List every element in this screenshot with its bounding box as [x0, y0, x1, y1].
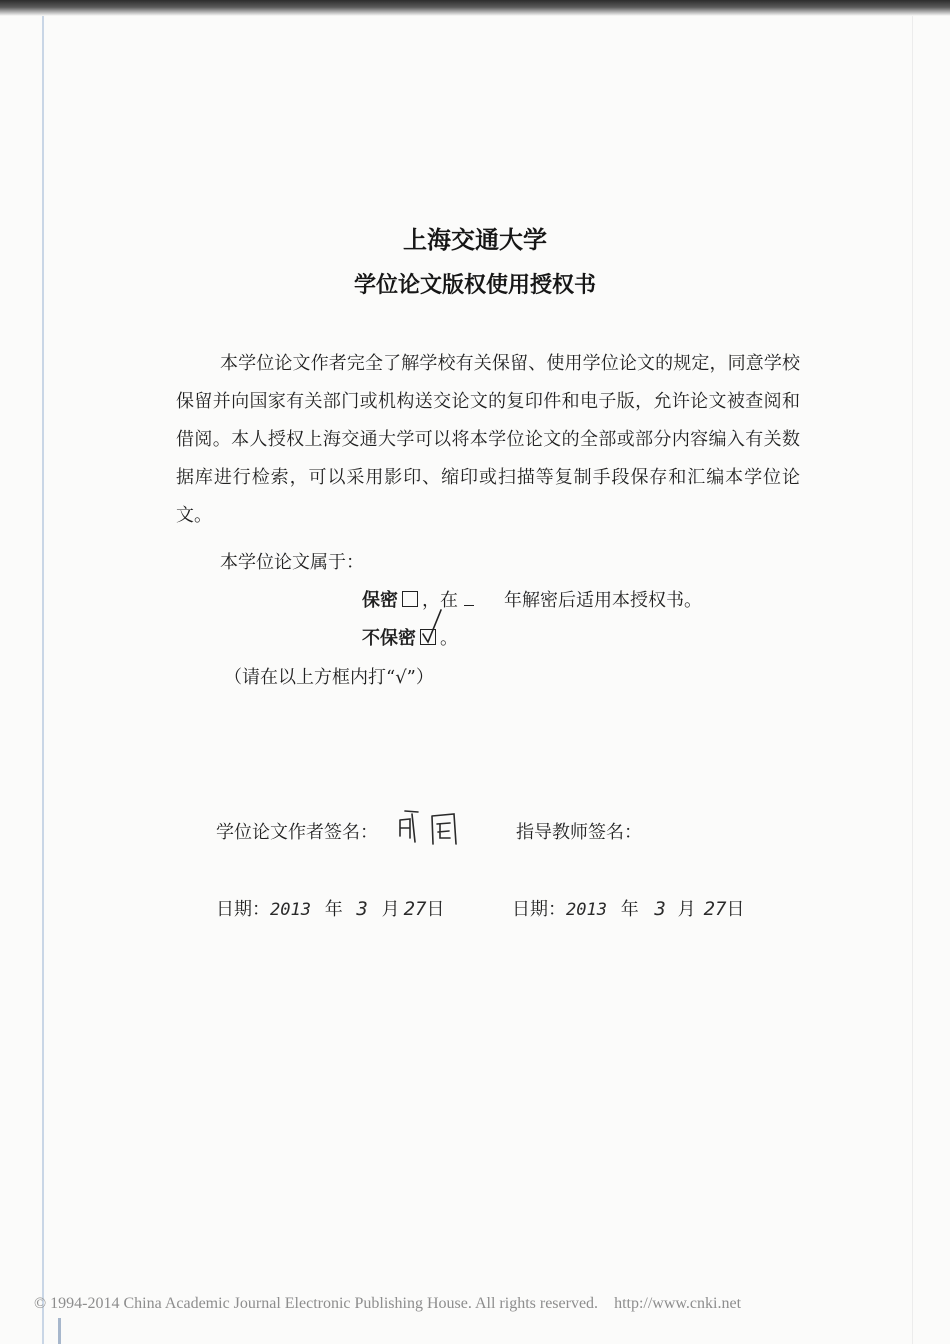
footer	[34, 1295, 934, 1313]
option-secret-label: 保密	[362, 590, 398, 611]
advisor-date	[512, 895, 745, 921]
option-secret-suffix: 年解密后适用本授权书。	[504, 590, 702, 611]
option-secret-mid: ，在	[422, 590, 458, 611]
not-secret-checkbox[interactable]	[420, 629, 436, 645]
document-title: 学位论文版权使用授权书	[353, 273, 596, 298]
scan-right-edge	[912, 16, 913, 1344]
advisor-date-day-unit: 日	[726, 899, 745, 920]
option-not-secret	[362, 624, 458, 650]
author-date	[216, 895, 445, 921]
footer-url[interactable]: http://www.cnki.net	[614, 1295, 742, 1312]
secret-checkbox[interactable]	[402, 591, 418, 607]
option-not-secret-label: 不保密	[362, 628, 416, 649]
advisor-date-month-unit: 月	[677, 899, 696, 920]
belongs-label: 本学位论文属于：	[220, 552, 364, 573]
scan-left-edge	[42, 16, 44, 1344]
advisor-date-year: 2013	[566, 900, 607, 920]
author-signature-label: 学位论文作者签名：	[216, 822, 378, 843]
author-date-year-unit: 年	[324, 899, 343, 920]
option-not-secret-suffix: 。	[440, 628, 458, 649]
footer-copyright: © 1994-2014 China Academic Journal Electronic Publishing House. All rights reserved.	[34, 1295, 599, 1312]
advisor-date-month: 3	[654, 898, 666, 920]
author-date-year: 2013	[270, 900, 311, 920]
author-handwritten-signature	[396, 806, 466, 850]
advisor-signature-label: 指导教师签名：	[516, 822, 642, 843]
author-date-day: 27	[403, 898, 427, 920]
authorization-paragraph: 本学位论文作者完全了解学校有关保留、使用学位论文的规定，同意学校保留并向国家有关部门或机构送交论文的复印件和电子版，允许论文被查阅和借阅。本人授权上海交通大学可以将本学位论文的全部或部分内容编入有关数据库进行检索，可以采用影印、缩印或扫描等复制手段保存和汇编本学位论文。	[176, 353, 800, 526]
advisor-date-day: 27	[703, 898, 727, 920]
advisor-date-year-unit: 年	[620, 899, 639, 920]
years-blank[interactable]	[464, 605, 474, 606]
author-date-day-unit: 日	[426, 899, 445, 920]
instruction-note: （请在以上方框内打“√”）	[224, 667, 434, 688]
advisor-date-label: 日期：	[512, 899, 566, 920]
scan-top-edge	[0, 0, 950, 16]
author-date-month-unit: 月	[381, 899, 400, 920]
option-secret	[362, 586, 702, 612]
author-date-month: 3	[356, 898, 368, 920]
scan-bottom-mark	[58, 1318, 61, 1344]
author-date-label: 日期：	[216, 899, 270, 920]
check-mark-icon	[421, 608, 443, 644]
university-title: 上海交通大学	[403, 226, 547, 254]
